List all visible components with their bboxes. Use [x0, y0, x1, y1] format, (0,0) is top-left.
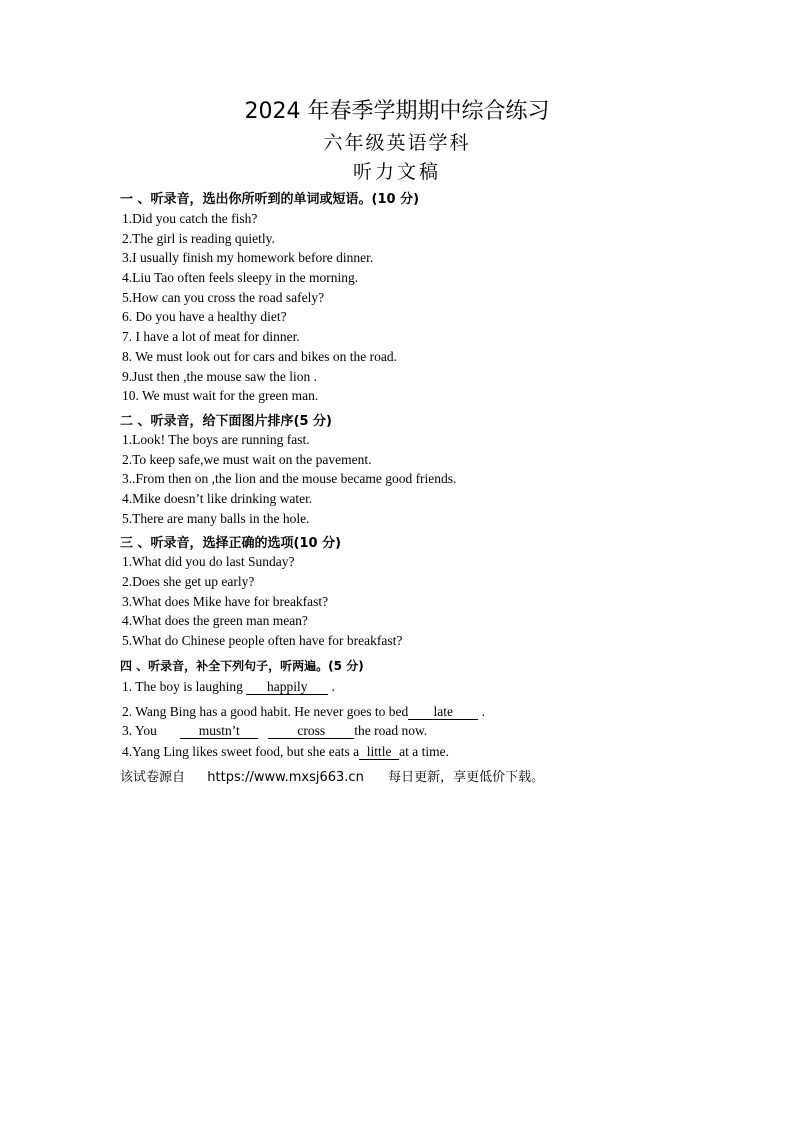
answer-blank: late — [408, 705, 478, 720]
section-2-heading: 二 、听录音，给下面图片排序(5 分) — [120, 414, 332, 429]
section-1-item: 1.Did you catch the fish? — [122, 211, 258, 226]
sentence-text: the road now. — [354, 723, 428, 738]
section-3-item: 5.What do Chinese people often have for breakfast? — [122, 633, 403, 648]
sentence-text: 2. Wang Bing has a good habit. He never goes to bed — [122, 704, 409, 719]
document-type: 听力文稿 — [352, 161, 441, 183]
section-1-item: 8. We must look out for cars and bikes on the road. — [122, 349, 397, 364]
section-1-item: 4.Liu Tao often feels sleepy in the morning. — [122, 270, 359, 285]
sentence-text: . — [328, 679, 335, 694]
page-title: 2024 年春季学期期中综合练习 — [244, 99, 550, 124]
section-3-item: 1.What did you do last Sunday? — [122, 554, 295, 569]
fill-in-sentence-3 — [122, 723, 427, 739]
section-1-item: 3.I usually finish my homework before dinner. — [122, 250, 374, 265]
section-3-item: 4.What does the green man mean? — [122, 613, 308, 628]
section-2-item: 1.Look! The boys are running fast. — [122, 432, 310, 447]
section-1-item: 2.The girl is reading quietly. — [122, 231, 275, 246]
section-3-item: 2.Does she get up early? — [122, 574, 255, 589]
section-2-item: 5.There are many balls in the hole. — [122, 511, 310, 526]
section-1-item: 10. We must wait for the green man. — [122, 388, 319, 403]
sentence-text: . — [478, 704, 485, 719]
source-link[interactable]: https://www.mxsj663.cn — [207, 770, 364, 785]
section-3-heading: 三 、听录音，选择正确的选项(10 分) — [120, 536, 342, 551]
sentence-text: 3. You — [122, 723, 161, 738]
sentence-text: 1. The boy is laughing — [122, 679, 247, 694]
section-1-heading: 一 、听录音，选出你所听到的单词或短语。(10 分) — [120, 192, 420, 207]
source-label: 该试卷源自 — [120, 770, 186, 785]
fill-in-sentence-4 — [122, 744, 449, 760]
section-4-heading: 四 、听录音，补全下列句子，听两遍。(5 分) — [120, 659, 364, 673]
fill-in-sentence-1 — [122, 679, 335, 695]
section-2-item: 4.Mike doesn’t like drinking water. — [122, 491, 313, 506]
source-footer — [120, 766, 544, 785]
section-2-item: 3..From then on ,the lion and the mouse became good friends. — [122, 471, 457, 486]
fill-in-sentence-2 — [122, 704, 485, 720]
section-1-item: 9.Just then ,the mouse saw the lion . — [122, 369, 317, 384]
sentence-text: 4.Yang Ling likes sweet food, but she eats a — [122, 744, 360, 759]
section-1-item: 7. I have a lot of meat for dinner. — [122, 329, 300, 344]
answer-blank: cross — [268, 724, 354, 739]
section-3-item: 3.What does Mike have for breakfast? — [122, 594, 329, 609]
sentence-text: at a time. — [399, 744, 449, 759]
page-subtitle: 六年级英语学科 — [323, 132, 471, 154]
answer-blank: happily — [246, 680, 328, 695]
footer-note: 每日更新，享更低价下载。 — [388, 770, 545, 785]
section-2-item: 2.To keep safe,we must wait on the pavement. — [122, 452, 372, 467]
answer-blank: little — [359, 745, 399, 760]
answer-blank: mustn’t — [180, 724, 258, 739]
section-1-item: 5.How can you cross the road safely? — [122, 290, 325, 305]
section-1-item: 6. Do you have a healthy diet? — [122, 309, 287, 324]
